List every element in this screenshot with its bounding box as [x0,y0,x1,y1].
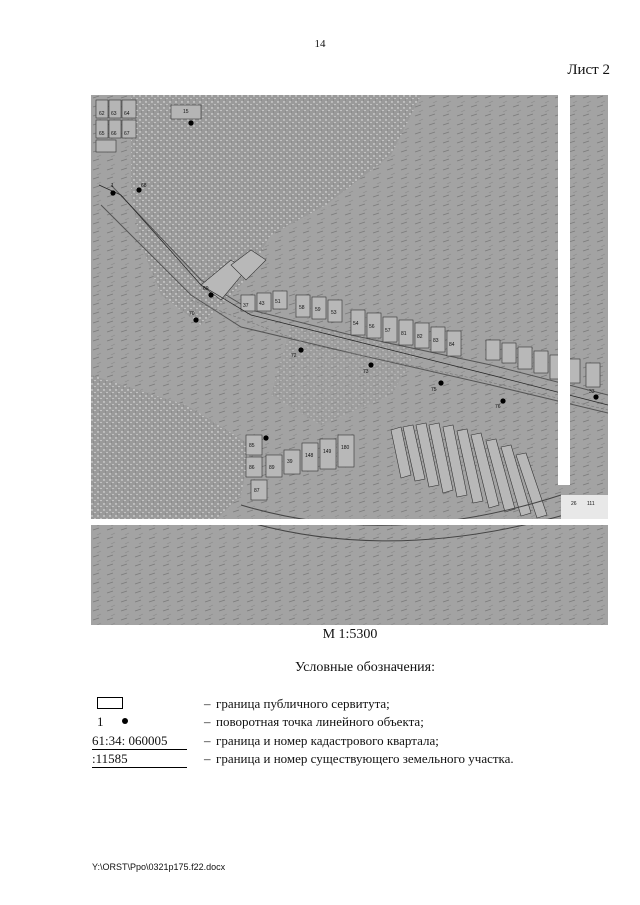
legend-text-cadastral-quarter: граница и номер кадастрового квартала; [216,733,439,748]
legend-dash: – [204,696,211,711]
map-label: 83 [433,338,439,344]
map-label: 68 [141,183,147,189]
map-label: 111 [587,501,595,507]
map-label: 84 [449,342,455,348]
land-plot-symbol: :11585 [92,751,187,768]
map-label: 54 [353,321,359,327]
map-label: 62 [99,111,105,117]
map-label: 63 [111,111,117,117]
map-label: 180 [341,445,350,451]
map-label: 69 [203,286,209,292]
map-label: 15 [183,109,189,115]
map-label: 86 [249,465,255,471]
map-label: 1 [111,183,114,189]
map-label: 87 [254,488,260,494]
legend-title: Условные обозначения: [294,660,436,675]
map-label: 64 [124,111,130,117]
map-label: 89 [269,465,275,471]
map-label: 53 [331,310,337,316]
map-label: 37 [243,303,249,309]
map-label: 67 [124,131,130,137]
legend-dash: – [204,714,211,729]
map-label: 72 [291,353,297,359]
legend-text-turning-point: поворотная точка линейного объекта; [216,714,424,729]
map-label: 70 [189,311,195,317]
dot-icon [122,718,128,724]
map-label: 59 [315,307,321,313]
cadastral-quarter-symbol: 61:34: 060005 [92,733,187,750]
map-label: 57 [385,328,391,334]
map-label: 82 [417,334,423,340]
map-label: 149 [323,449,332,455]
map-label: 33 [589,389,595,395]
map-label: 73 [363,369,369,375]
map-label: 65 [99,131,105,137]
map-label: 43 [259,301,265,307]
cadastral-map [91,95,608,625]
sheet-label: Лист 2 [567,62,610,78]
map-label: 85 [249,443,255,449]
map-label: 26 [571,501,577,507]
turning-point-number: 1 [97,714,104,729]
legend-dash: – [204,733,211,748]
legend-text-land-plot: граница и номер существующего земельного участка. [216,751,514,766]
map-label: 66 [111,131,117,137]
map-label: 75 [431,387,437,393]
map-label: 148 [305,453,314,459]
map-label: 76 [495,404,501,410]
map-label: 81 [401,331,407,337]
file-path-footer: Y:\ORST\Ppo\0321p175.f22.docx [92,862,226,872]
map-label: 56 [369,324,375,330]
map-label: 51 [275,299,281,305]
legend-text-servitude: граница публичного сервитута; [216,696,390,711]
map-scale: М 1:5300 [322,627,378,642]
page-number: 14 [314,38,326,50]
map-label: 58 [299,305,305,311]
legend-dash: – [204,751,211,766]
map-label: 39 [287,459,293,465]
